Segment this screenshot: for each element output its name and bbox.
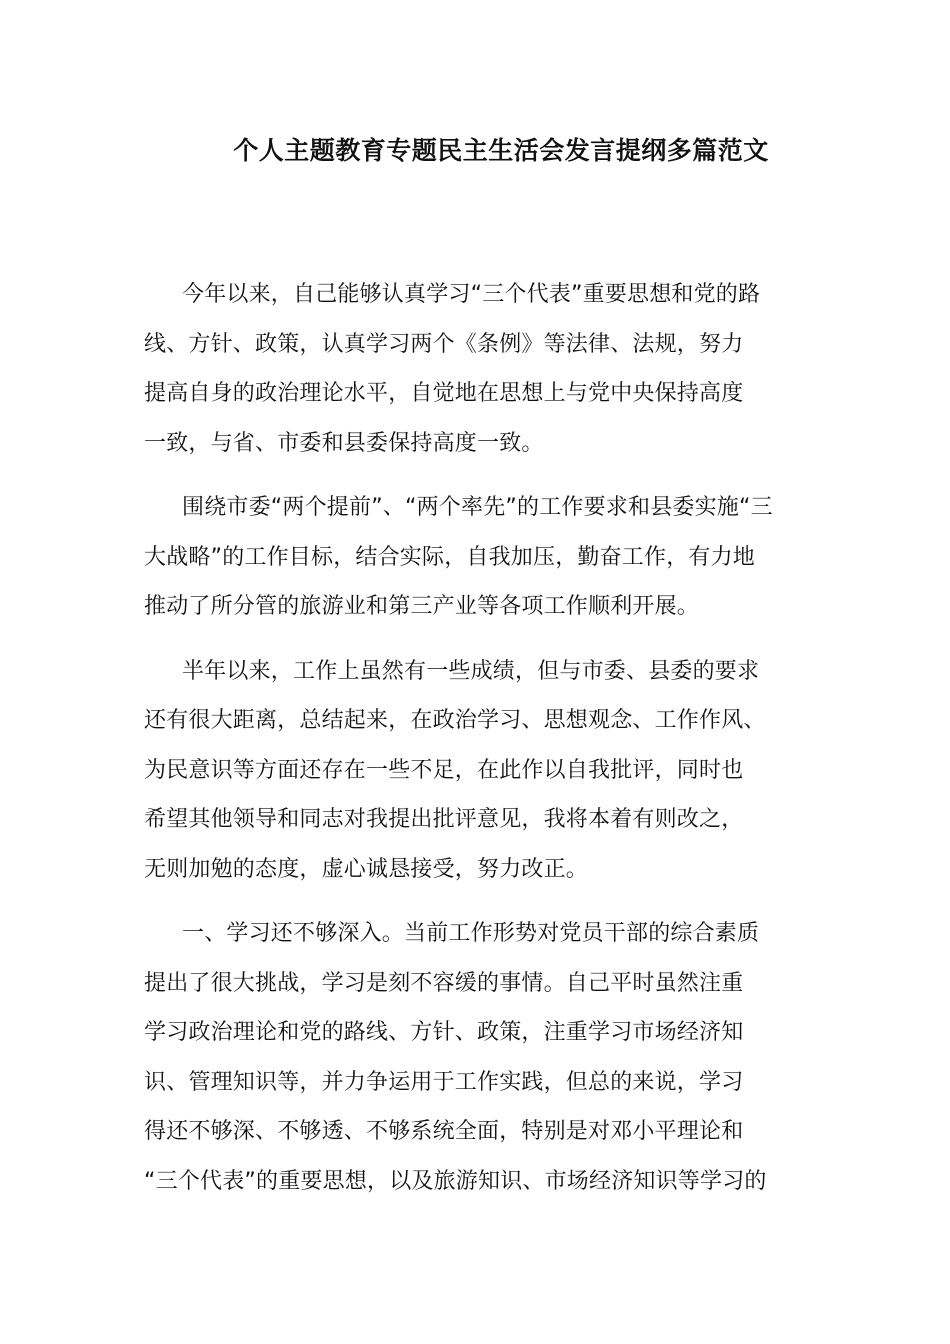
paragraph-line: 还有很大距离，总结起来，在政治学习、思想观念、工作作风、 — [144, 708, 766, 733]
paragraph-line: 一、学习还不够深入。当前工作形势对党员干部的综合素质 — [182, 921, 760, 946]
paragraph-line: 学习政治理论和党的路线、方针、政策，注重学习市场经济知 — [144, 1020, 744, 1045]
paragraph-line: 线、方针、政策，认真学习两个《条例》等法律、法规，努力 — [144, 331, 744, 357]
paragraph-line: 推动了所分管的旅游业和第三产业等各项工作顺利开展。 — [144, 594, 700, 619]
paragraph-line: 今年以来，自己能够认真学习“三个代表”重要思想和党的路 — [182, 282, 761, 307]
paragraph-line: 大战略”的工作目标，结合实际，自我加压，勤奋工作，有力地 — [144, 544, 755, 570]
paragraph-1 — [144, 270, 814, 468]
paragraph-2 — [144, 483, 814, 632]
paragraph-line: 半年以来，工作上虽然有一些成绩，但与市委、县委的要求 — [182, 658, 760, 684]
paragraph-line: 希望其他领导和同志对我提出批评意见，我将本着有则改之， — [144, 807, 744, 832]
document-body — [144, 270, 814, 1221]
paragraph-line: 得还不够深、不够透、不够系统全面，特别是对邓小平理论和 — [144, 1119, 744, 1144]
paragraph-line: 提出了很大挑战，学习是刻不容缓的事情。自己平时虽然注重 — [144, 970, 744, 996]
paragraph-line: “三个代表”的重要思想，以及旅游知识、市场经济知识等学习的 — [144, 1168, 767, 1194]
paragraph-line: 围绕市委“两个提前”、“两个率先”的工作要求和县委实施“三 — [182, 495, 773, 520]
paragraph-line: 一致，与省、市委和县委保持高度一致。 — [144, 430, 544, 456]
paragraph-line: 提高自身的政治理论水平，自觉地在思想上与党中央保持高度 — [144, 381, 744, 406]
paragraph-4 — [144, 909, 814, 1206]
paragraph-line: 为民意识等方面还存在一些不足，在此作以自我批评，同时也 — [144, 757, 744, 783]
paragraph-line: 识、管理知识等，并力争运用于工作实践，但总的来说，学习 — [144, 1069, 744, 1095]
paragraph-line: 无则加勉的态度，虚心诚恳接受，努力改正。 — [144, 856, 589, 882]
document-title: 个人主题教育专题民主生活会发言提纲多篇范文 — [233, 136, 769, 165]
paragraph-3 — [144, 647, 814, 895]
